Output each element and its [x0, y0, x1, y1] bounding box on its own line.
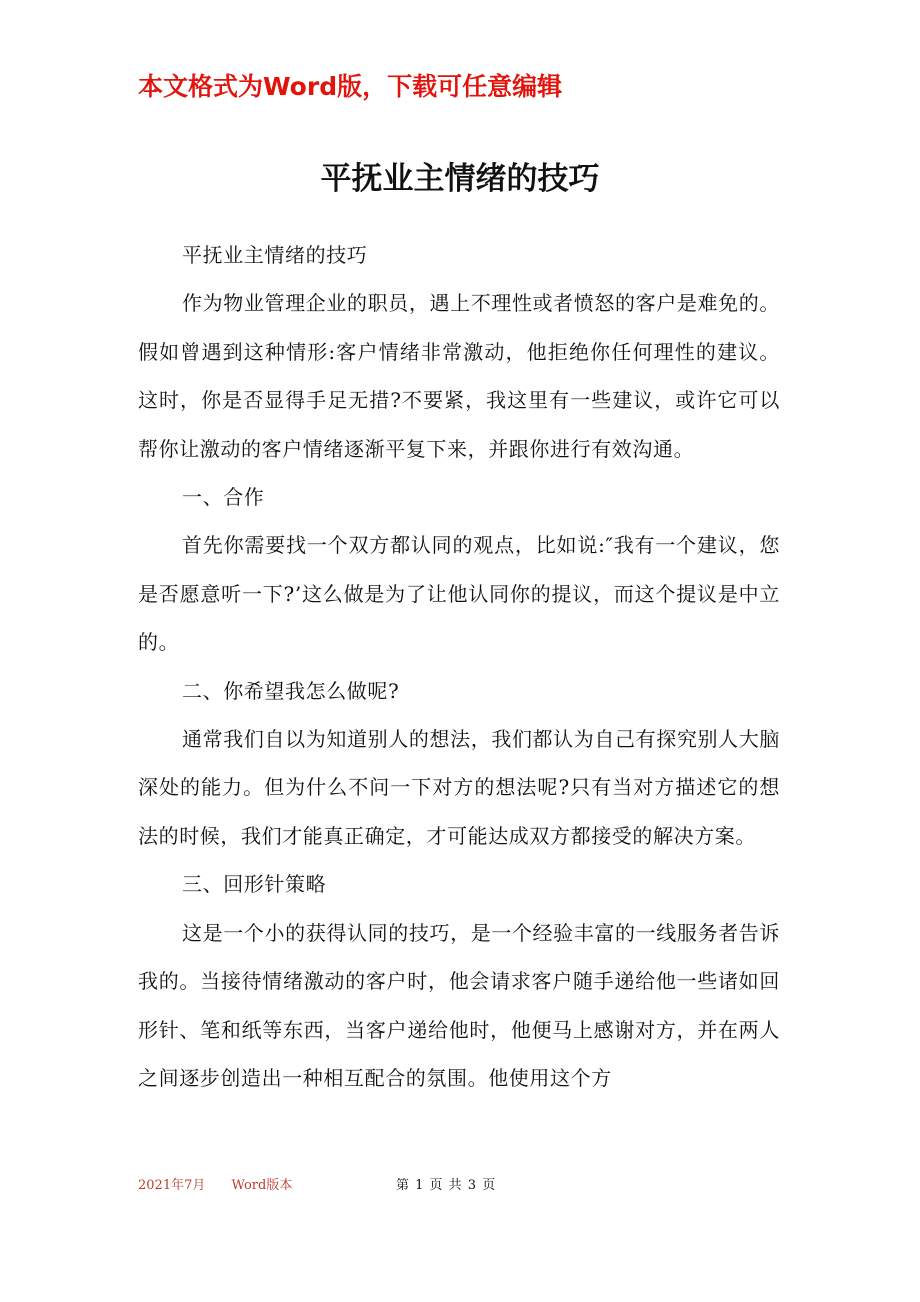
document-body — [138, 231, 780, 1102]
body-paragraph: 通常我们自以为知道别人的想法，我们都认为自己有探究别人大脑深处的能力。但为什么不问一下对方的想法呢?只有当对方描述它的想法的时候，我们才能真正确定，才可能达成双方都接受的解决方案。 — [138, 727, 780, 848]
body-paragraph: 这是一个小的获得认同的技巧，是一个经验丰富的一线服务者告诉我的。当接待情绪激动的客户时，他会请求客户随手递给他一些诸如回形针、笔和纸等东西，当客户递给他时，他便马上感谢对方，并在两人之间逐步创造出一种相互配合的氛围。他使用这个方 — [138, 920, 780, 1090]
footer-version: Word版本 — [231, 1178, 293, 1193]
word-format-banner: 本文格式为Word版，下载可任意编辑 — [138, 72, 563, 101]
body-paragraph: 平抚业主情绪的技巧 — [182, 243, 368, 267]
body-paragraph: 作为物业管理企业的职员，遇上不理性或者愤怒的客户是难免的。假如曾遇到这种情形:客户情绪非常激动，他拒绝你任何理性的建议。这时，你是否显得手足无措?不要紧，我这里有一些建议，或许它可以帮你让激动的客户情绪逐渐平复下来，并跟你进行有效沟通。 — [138, 291, 780, 461]
section-heading: 一、合作 — [182, 485, 265, 510]
footer-meta — [138, 1176, 292, 1196]
body-paragraph: 首先你需要找一个双方都认同的观点，比如说:″我有一个建议，您是否愿意听一下?’这么做是为了让他认同你的提议，而这个提议是中立的。 — [138, 533, 780, 655]
section-heading: 三、回形针策略 — [182, 872, 327, 897]
section-heading: 二、你希望我怎么做呢? — [182, 678, 400, 703]
document-title: 平抚业主情绪的技巧 — [320, 161, 600, 197]
footer-page-info: 第 1 页 共 3 页 — [396, 1178, 497, 1193]
footer-date: 2021年7月 — [138, 1178, 206, 1193]
